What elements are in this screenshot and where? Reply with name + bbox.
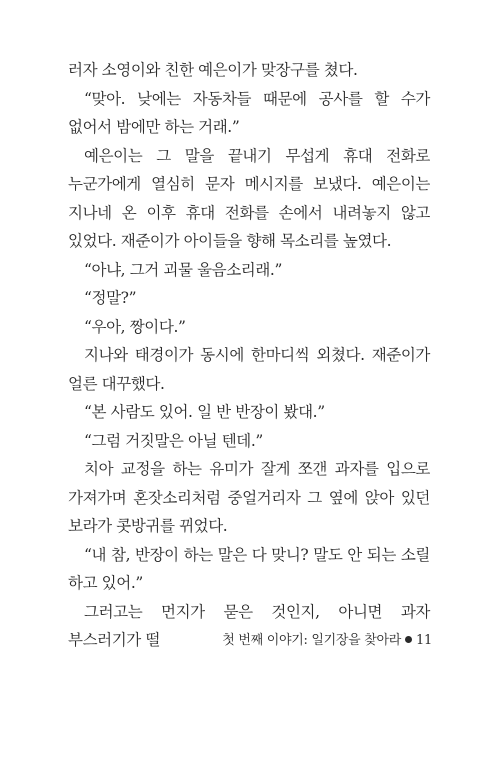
paragraph-4: “아냐, 그거 괴물 울음소리래.” — [84, 260, 282, 279]
paragraph-6: “우아, 짱이다.” — [84, 317, 186, 336]
bullet-icon — [405, 636, 412, 643]
paragraph-10: 치아 교정을 하는 유미가 잘게 쪼갠 과자를 입으로 가져가며 혼잣소리처럼 중얼거리자 그 옆에 앉아 있던 보라가 콧방귀를 뀌었다. — [68, 460, 430, 535]
running-footer — [222, 629, 432, 648]
paragraph-11: “내 참, 반장이 하는 말은 다 맞니? 말도 안 되는 소릴 하고 있어.” — [68, 545, 430, 592]
paragraph-3: 예은이는 그 말을 끝내기 무섭게 휴대 전화로 누군가에게 열심히 문자 메시지를 보냈다. 예은이는 지나네 온 이후 휴대 전화를 손에서 내려놓지 않고 있었다. 재준이가 아이들을 향해 목소리를 높였다. — [68, 146, 430, 250]
paragraph-8: “본 사람도 있어. 일 반 반장이 봤대.” — [84, 403, 325, 421]
paragraph-9: “그럼 거짓말은 아닐 텐데.” — [84, 431, 263, 450]
chapter-title: 첫 번째 이야기: 일기장을 찾아라 — [222, 633, 402, 648]
body-text — [68, 56, 430, 655]
paragraph-5: “정말?” — [84, 289, 137, 307]
paragraph-1: 러자 소영이와 친한 예은이가 맞장구를 쳤다. — [68, 61, 358, 79]
paragraph-12: 그러고는 먼지가 묻은 것인지, 아니면 과자 부스러기가 떨 — [68, 602, 430, 649]
paragraph-7: 지나와 태경이가 동시에 한마디씩 외쳤다. 재준이가 얼른 대꾸했다. — [68, 346, 430, 393]
page-number: 11 — [416, 633, 432, 648]
paragraph-2: “맞아. 낮에는 자동차들 때문에 공사를 할 수가 없어서 밤에만 하는 거래.” — [68, 89, 430, 136]
